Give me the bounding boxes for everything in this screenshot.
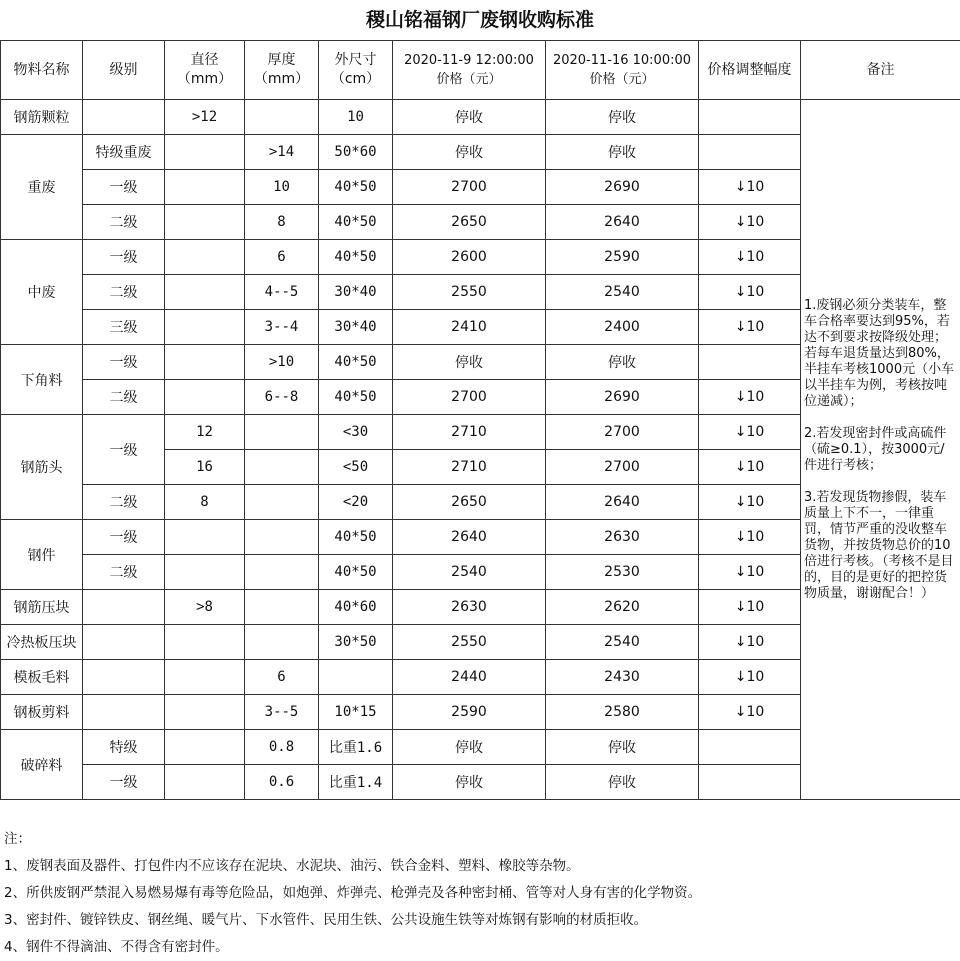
note-item: 3、密封件、镀锌铁皮、钢丝绳、暖气片、下水管件、民用生铁、公共设施生铁等对炼钢有影响的材质拒收。 bbox=[4, 907, 954, 934]
thickness-cell: 0.6 bbox=[245, 765, 319, 800]
price-old-cell: 2640 bbox=[393, 520, 546, 555]
diameter-cell bbox=[165, 730, 245, 765]
price-old-cell: 2410 bbox=[393, 310, 546, 345]
size-cell: 10 bbox=[319, 100, 393, 135]
price-old-cell: 2440 bbox=[393, 660, 546, 695]
adjust-cell: ↓10 bbox=[699, 660, 801, 695]
size-cell: 40*50 bbox=[319, 345, 393, 380]
price-old-cell: 2650 bbox=[393, 205, 546, 240]
size-cell: 40*50 bbox=[319, 555, 393, 590]
adjust-cell bbox=[699, 765, 801, 800]
header-price-old: 2020-11-9 12:00:00 价格（元） bbox=[393, 41, 546, 100]
note-item: 2、所供废钢严禁混入易燃易爆有毒等危险品，如炮弹、炸弹壳、枪弹壳及各种密封桶、管等对人身有害的化学物资。 bbox=[4, 880, 954, 907]
grade-cell: 特级重废 bbox=[83, 135, 165, 170]
diameter-cell bbox=[165, 135, 245, 170]
size-cell: 50*60 bbox=[319, 135, 393, 170]
size-cell: 比重1.6 bbox=[319, 730, 393, 765]
size-cell: 比重1.4 bbox=[319, 765, 393, 800]
note-item: 4、钢件不得滴油、不得含有密封件。 bbox=[4, 934, 954, 961]
diameter-cell bbox=[165, 275, 245, 310]
diameter-cell bbox=[165, 695, 245, 730]
price-new-cell: 停收 bbox=[546, 135, 699, 170]
grade-cell: 三级 bbox=[83, 310, 165, 345]
thickness-cell: 3--5 bbox=[245, 695, 319, 730]
thickness-cell bbox=[245, 450, 319, 485]
notes-section bbox=[4, 826, 954, 961]
size-cell: 40*50 bbox=[319, 170, 393, 205]
price-new-cell: 2590 bbox=[546, 240, 699, 275]
adjust-cell: ↓10 bbox=[699, 380, 801, 415]
price-new-cell: 2530 bbox=[546, 555, 699, 590]
size-cell: 40*50 bbox=[319, 205, 393, 240]
grade-cell: 二级 bbox=[83, 555, 165, 590]
size-cell: 30*40 bbox=[319, 310, 393, 345]
price-old-cell: 2710 bbox=[393, 450, 546, 485]
diameter-cell bbox=[165, 170, 245, 205]
diameter-cell bbox=[165, 310, 245, 345]
thickness-cell bbox=[245, 520, 319, 555]
material-name: 钢筋颗粒 bbox=[1, 100, 83, 135]
adjust-cell: ↓10 bbox=[699, 625, 801, 660]
diameter-cell: 8 bbox=[165, 485, 245, 520]
grade-cell bbox=[83, 100, 165, 135]
page-title: 稷山铭福钢厂废钢收购标准 bbox=[0, 0, 960, 40]
grade-cell: 一级 bbox=[83, 240, 165, 275]
header-row bbox=[1, 41, 960, 100]
diameter-cell bbox=[165, 240, 245, 275]
material-name: 钢板剪料 bbox=[1, 695, 83, 730]
price-old-cell: 2540 bbox=[393, 555, 546, 590]
size-cell: 40*50 bbox=[319, 520, 393, 555]
price-table bbox=[0, 40, 960, 800]
adjust-cell: ↓10 bbox=[699, 450, 801, 485]
grade-cell: 二级 bbox=[83, 205, 165, 240]
price-new-cell: 2630 bbox=[546, 520, 699, 555]
diameter-cell bbox=[165, 660, 245, 695]
price-old-cell: 2600 bbox=[393, 240, 546, 275]
price-old-cell: 2630 bbox=[393, 590, 546, 625]
price-old-cell: 2590 bbox=[393, 695, 546, 730]
adjust-cell: ↓10 bbox=[699, 485, 801, 520]
thickness-cell: >10 bbox=[245, 345, 319, 380]
price-new-cell: 2690 bbox=[546, 170, 699, 205]
adjust-cell bbox=[699, 100, 801, 135]
diameter-cell bbox=[165, 345, 245, 380]
material-name: 下角料 bbox=[1, 345, 83, 415]
diameter-cell bbox=[165, 555, 245, 590]
adjust-cell: ↓10 bbox=[699, 520, 801, 555]
price-old-cell: 2700 bbox=[393, 170, 546, 205]
thickness-cell: 8 bbox=[245, 205, 319, 240]
diameter-cell: >8 bbox=[165, 590, 245, 625]
header-diameter: 直径 （mm） bbox=[165, 41, 245, 100]
price-new-cell: 2620 bbox=[546, 590, 699, 625]
price-new-cell: 2540 bbox=[546, 625, 699, 660]
price-new-cell: 2400 bbox=[546, 310, 699, 345]
size-cell bbox=[319, 660, 393, 695]
diameter-cell bbox=[165, 520, 245, 555]
price-new-cell: 2640 bbox=[546, 205, 699, 240]
remarks-cell: 1.废钢必须分类装车，整车合格率要达到95%，若达不到要求按降级处理；若每车退货量达到80%，半挂车考核1000元（小车以半挂车为例，考核按吨位递减）； 2.若发现密封件或高硫件（硫≥0.1），按3000元/件进行考核； 3.若发现货物掺假，装车质量上下不一，一律重罚，情节严重的没收整车货物，并按货物总价的10倍进行考核。（考核不是目的，目的是更好的把控货物质量，谢谢配合！） bbox=[801, 100, 960, 800]
price-old-cell: 2650 bbox=[393, 485, 546, 520]
thickness-cell: 6 bbox=[245, 240, 319, 275]
adjust-cell: ↓10 bbox=[699, 415, 801, 450]
adjust-cell: ↓10 bbox=[699, 170, 801, 205]
material-name: 钢筋头 bbox=[1, 415, 83, 520]
price-old-cell: 2710 bbox=[393, 415, 546, 450]
grade-cell bbox=[83, 695, 165, 730]
table-row bbox=[1, 100, 960, 135]
price-old-cell: 停收 bbox=[393, 730, 546, 765]
material-name: 钢筋压块 bbox=[1, 590, 83, 625]
size-cell: <30 bbox=[319, 415, 393, 450]
diameter-cell bbox=[165, 625, 245, 660]
price-old-cell: 2700 bbox=[393, 380, 546, 415]
adjust-cell: ↓10 bbox=[699, 310, 801, 345]
grade-cell: 一级 bbox=[83, 765, 165, 800]
diameter-cell bbox=[165, 205, 245, 240]
grade-cell: 二级 bbox=[83, 485, 165, 520]
price-new-cell: 停收 bbox=[546, 100, 699, 135]
material-name: 中废 bbox=[1, 240, 83, 345]
thickness-cell: 10 bbox=[245, 170, 319, 205]
grade-cell: 二级 bbox=[83, 275, 165, 310]
size-cell: 40*60 bbox=[319, 590, 393, 625]
thickness-cell: 3--4 bbox=[245, 310, 319, 345]
price-old-cell: 2550 bbox=[393, 625, 546, 660]
adjust-cell: ↓10 bbox=[699, 555, 801, 590]
notes-heading: 注： bbox=[4, 826, 954, 853]
material-name: 破碎料 bbox=[1, 730, 83, 800]
price-old-cell: 停收 bbox=[393, 765, 546, 800]
price-new-cell: 2540 bbox=[546, 275, 699, 310]
price-new-cell: 2700 bbox=[546, 415, 699, 450]
adjust-cell bbox=[699, 345, 801, 380]
size-cell: 40*50 bbox=[319, 380, 393, 415]
size-cell: <20 bbox=[319, 485, 393, 520]
header-grade: 级别 bbox=[83, 41, 165, 100]
grade-cell: 一级 bbox=[83, 415, 165, 485]
price-new-cell: 2700 bbox=[546, 450, 699, 485]
adjust-cell: ↓10 bbox=[699, 205, 801, 240]
price-new-cell: 2430 bbox=[546, 660, 699, 695]
thickness-cell: 4--5 bbox=[245, 275, 319, 310]
size-cell: 30*50 bbox=[319, 625, 393, 660]
grade-cell: 一级 bbox=[83, 345, 165, 380]
header-material: 物料名称 bbox=[1, 41, 83, 100]
price-old-cell: 停收 bbox=[393, 345, 546, 380]
thickness-cell bbox=[245, 625, 319, 660]
diameter-cell bbox=[165, 380, 245, 415]
adjust-cell: ↓10 bbox=[699, 695, 801, 730]
diameter-cell: 16 bbox=[165, 450, 245, 485]
adjust-cell bbox=[699, 135, 801, 170]
price-new-cell: 停收 bbox=[546, 765, 699, 800]
adjust-cell: ↓10 bbox=[699, 275, 801, 310]
header-size: 外尺寸 （cm） bbox=[319, 41, 393, 100]
price-old-cell: 停收 bbox=[393, 135, 546, 170]
grade-cell: 二级 bbox=[83, 380, 165, 415]
size-cell: 40*50 bbox=[319, 240, 393, 275]
header-adjust: 价格调整幅度 bbox=[699, 41, 801, 100]
grade-cell bbox=[83, 625, 165, 660]
price-new-cell: 停收 bbox=[546, 345, 699, 380]
price-old-cell: 2550 bbox=[393, 275, 546, 310]
price-old-cell: 停收 bbox=[393, 100, 546, 135]
thickness-cell bbox=[245, 485, 319, 520]
thickness-cell: 6--8 bbox=[245, 380, 319, 415]
thickness-cell bbox=[245, 590, 319, 625]
price-new-cell: 2580 bbox=[546, 695, 699, 730]
material-name: 钢件 bbox=[1, 520, 83, 590]
grade-cell bbox=[83, 660, 165, 695]
price-new-cell: 2690 bbox=[546, 380, 699, 415]
thickness-cell bbox=[245, 415, 319, 450]
size-cell: 30*40 bbox=[319, 275, 393, 310]
thickness-cell bbox=[245, 555, 319, 590]
grade-cell: 一级 bbox=[83, 520, 165, 555]
thickness-cell: 6 bbox=[245, 660, 319, 695]
header-price-new: 2020-11-16 10:00:00 价格（元） bbox=[546, 41, 699, 100]
header-thickness: 厚度 （mm） bbox=[245, 41, 319, 100]
diameter-cell: 12 bbox=[165, 415, 245, 450]
material-name: 冷热板压块 bbox=[1, 625, 83, 660]
size-cell: 10*15 bbox=[319, 695, 393, 730]
thickness-cell bbox=[245, 100, 319, 135]
adjust-cell: ↓10 bbox=[699, 240, 801, 275]
thickness-cell: >14 bbox=[245, 135, 319, 170]
adjust-cell bbox=[699, 730, 801, 765]
price-new-cell: 2640 bbox=[546, 485, 699, 520]
material-name: 重废 bbox=[1, 135, 83, 240]
adjust-cell: ↓10 bbox=[699, 590, 801, 625]
grade-cell: 一级 bbox=[83, 170, 165, 205]
diameter-cell bbox=[165, 765, 245, 800]
header-remark: 备注 bbox=[801, 41, 960, 100]
size-cell: <50 bbox=[319, 450, 393, 485]
price-new-cell: 停收 bbox=[546, 730, 699, 765]
grade-cell: 特级 bbox=[83, 730, 165, 765]
grade-cell bbox=[83, 590, 165, 625]
thickness-cell: 0.8 bbox=[245, 730, 319, 765]
material-name: 模板毛料 bbox=[1, 660, 83, 695]
note-item: 1、废钢表面及器件、打包件内不应该存在泥块、水泥块、油污、铁合金料、塑料、橡胶等杂物。 bbox=[4, 853, 954, 880]
diameter-cell: >12 bbox=[165, 100, 245, 135]
